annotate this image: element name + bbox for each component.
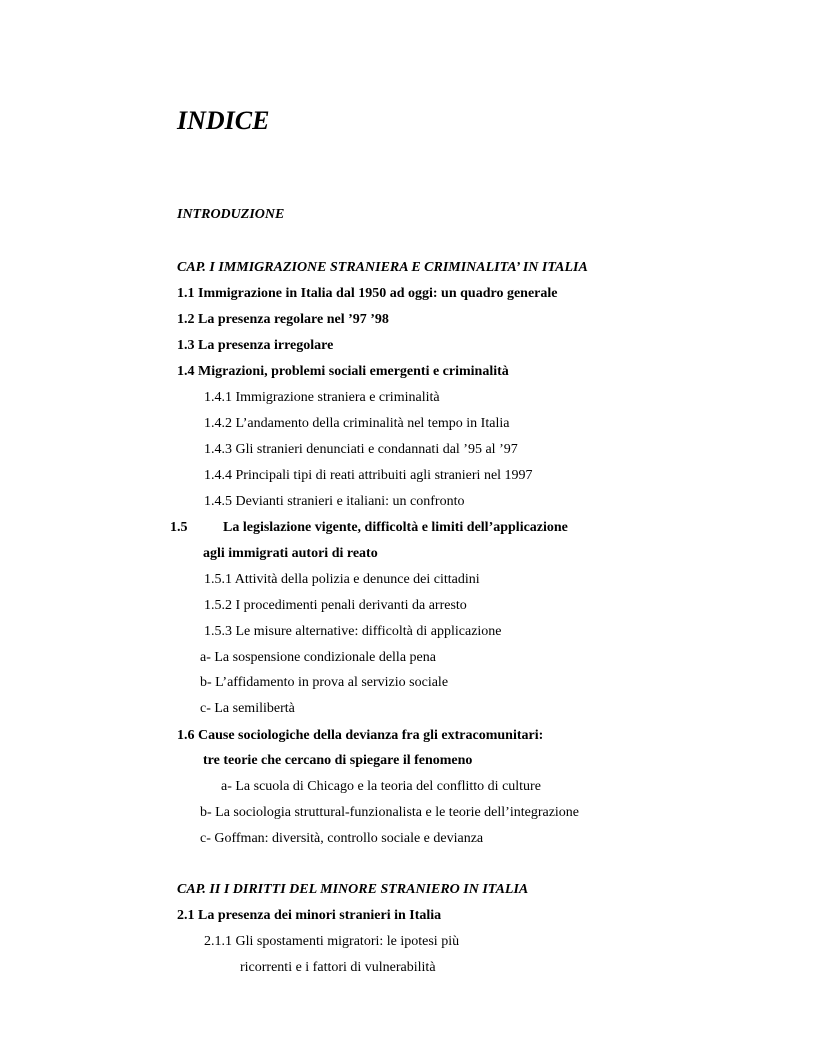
toc-item-1-5-3-a: a- La sospensione condizionale della pena [200, 650, 436, 665]
toc-item-1-6-b: b- La sociologia struttural-funzionalista e le teorie dell’integrazione [200, 805, 580, 820]
page-title: INDICE [177, 106, 270, 135]
toc-section-1-5-title-cont: agli immigrati autori di reato [203, 546, 378, 561]
toc-section-2-1: 2.1 La presenza dei minori stranieri in Italia [177, 908, 442, 923]
toc-section-1-1: 1.1 Immigrazione in Italia dal 1950 ad oggi: un quadro generale [177, 286, 558, 301]
toc-item-1-6-c: c- Goffman: diversità, controllo sociale e devianza [200, 831, 484, 846]
toc-item-1-6-a: a- La scuola di Chicago e la teoria del conflitto di culture [221, 779, 541, 794]
toc-introduzione: INTRODUZIONE [177, 207, 285, 222]
toc-subsection-1-5-1: 1.5.1 Attività della polizia e denunce dei cittadini [204, 572, 480, 587]
toc-section-1-3: 1.3 La presenza irregolare [177, 338, 334, 353]
toc-subsection-1-4-5: 1.4.5 Devianti stranieri e italiani: un confronto [204, 494, 465, 509]
toc-subsection-1-5-2: 1.5.2 I procedimenti penali derivanti da arresto [204, 598, 467, 613]
toc-subsection-1-4-1: 1.4.1 Immigrazione straniera e criminalità [204, 390, 440, 405]
toc-chapter-1-title: CAP. I IMMIGRAZIONE STRANIERA E CRIMINALITA’ IN ITALIA [177, 260, 588, 275]
toc-item-1-5-3-b: b- L’affidamento in prova al servizio sociale [200, 675, 449, 690]
toc-chapter-2-title: CAP. II I DIRITTI DEL MINORE STRANIERO IN ITALIA [177, 882, 529, 897]
toc-subsection-1-4-2: 1.4.2 L’andamento della criminalità nel tempo in Italia [204, 416, 510, 431]
toc-section-1-2: 1.2 La presenza regolare nel ’97 ’98 [177, 312, 389, 327]
toc-section-1-6-cont: tre teorie che cercano di spiegare il fenomeno [203, 753, 473, 768]
toc-subsection-1-5-3: 1.5.3 Le misure alternative: difficoltà di applicazione [204, 624, 502, 639]
toc-section-1-5-title: La legislazione vigente, difficoltà e limiti dell’applicazione [223, 520, 568, 535]
toc-subsection-1-4-3: 1.4.3 Gli stranieri denunciati e condannati dal ’95 al ’97 [204, 442, 518, 457]
toc-subsection-1-4-4: 1.4.4 Principali tipi di reati attribuiti agli stranieri nel 1997 [204, 468, 533, 483]
toc-item-1-5-3-c: c- La semilibertà [200, 701, 295, 716]
toc-section-1-4: 1.4 Migrazioni, problemi sociali emergenti e criminalità [177, 364, 509, 379]
toc-section-1-5-number: 1.5 [170, 520, 188, 535]
toc-subsection-2-1-1-cont: ricorrenti e i fattori di vulnerabilità [240, 960, 436, 975]
toc-subsection-2-1-1: 2.1.1 Gli spostamenti migratori: le ipotesi più [204, 934, 460, 949]
toc-section-1-6: 1.6 Cause sociologiche della devianza fra gli extracomunitari: [177, 728, 544, 743]
